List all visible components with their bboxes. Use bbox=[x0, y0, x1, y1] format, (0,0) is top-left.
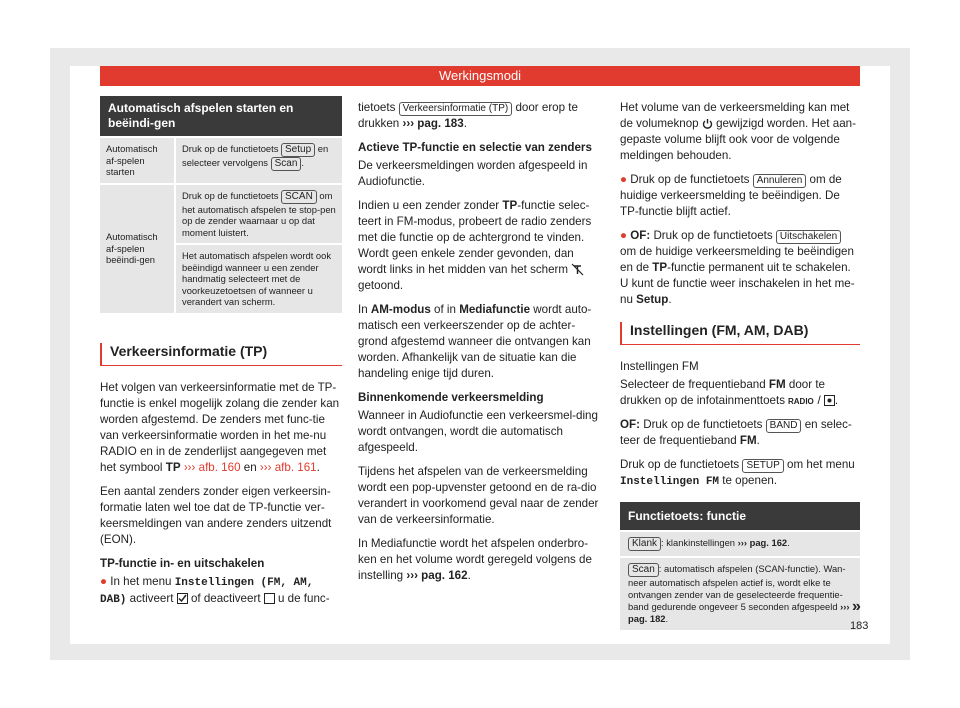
cell-text: Druk op de functietoets bbox=[182, 143, 282, 154]
menu-name: Instellingen (FM, AM, DAB) bbox=[100, 576, 314, 606]
paragraph: Tijdens het afspelen van de verkeersmelding wordt een pop-upvenster getoond en de ra-dio verandert in voorkomend geval naar de zender van de verkeersinformatie. bbox=[358, 465, 599, 526]
paragraph-text: of in bbox=[434, 303, 456, 316]
subheading: Instellingen FM bbox=[620, 360, 699, 373]
box-item: Klank : klankinstellingen ››› pag. 162. bbox=[620, 530, 860, 556]
table-row-label: Automatisch af-spelen starten bbox=[100, 137, 175, 184]
paragraph-text: om het menu bbox=[787, 458, 855, 471]
bullet-text: Druk op de functietoets bbox=[653, 229, 773, 242]
paragraph-text: en bbox=[243, 460, 257, 474]
paragraph-text: wordt auto-matisch een verkeerszender op de achter-grond afgestemd wanneer die ontvangen kan worden. Afhankelijk van de situatie kan die handeling enige tijd duren. bbox=[358, 303, 592, 380]
paragraph-text: gewijzigd worden. Het aan-gepaste volume blijft ook voor de volgende meldingen behouden. bbox=[620, 117, 856, 162]
box-title: Functietoets: functie bbox=[620, 502, 860, 530]
table-cell bbox=[175, 137, 342, 184]
scan-key: SCAN bbox=[281, 190, 317, 204]
table-cell: Het automatisch afspelen wordt ook beëindigd wanneer u een zender handmatig selecteert met de voorkeuzetoetsen of wanneer u verandert van scherm. bbox=[175, 244, 342, 313]
bullet-icon: ● bbox=[620, 229, 631, 242]
cell-text: Druk op de functietoets bbox=[182, 189, 282, 201]
bullet-text: om de huidige verkeersmelding te beëindigen. De TP-functie blijft actief. bbox=[620, 173, 842, 218]
checkbox-checked-icon bbox=[177, 592, 188, 605]
table-cell bbox=[175, 184, 342, 245]
radio-icon bbox=[788, 394, 814, 407]
bullet-item bbox=[100, 574, 342, 608]
cancel-key: Annuleren bbox=[753, 174, 807, 188]
power-knob-icon bbox=[702, 117, 713, 130]
page-ref-link[interactable]: ››› pag. 162 bbox=[737, 537, 788, 548]
cell-text: . bbox=[301, 157, 304, 168]
checkbox-empty-icon bbox=[264, 592, 275, 605]
column-middle bbox=[358, 100, 604, 592]
paragraph-text: Het volgen van verkeersinformatie met de TP-functie is enkel mogelijk zolang die zender kan worden afgestemd. De zenders met func-tie van verkeersinformatie worden in het me-nu RADIO en in de zenderlijst aangegeven met het symbool bbox=[100, 380, 340, 474]
bullet-text: -functie permanent uit te schakelen. U kunt de functie weer inschakelen in het me-nu bbox=[620, 261, 855, 306]
tp-symbol: TP bbox=[502, 199, 518, 212]
menu-name: Instellingen FM bbox=[620, 476, 720, 488]
bullet-icon: ● bbox=[100, 574, 111, 588]
svg-text:RADIO: RADIO bbox=[788, 397, 815, 407]
column-right bbox=[620, 100, 860, 630]
emphasis: FM bbox=[739, 434, 757, 447]
chapter-header: Werkingsmodi bbox=[100, 66, 860, 86]
paragraph-text: Druk op de functietoets bbox=[620, 458, 740, 471]
paragraph-text: getoond. bbox=[358, 279, 404, 292]
subheading: Binnenkomende verkeersmelding bbox=[358, 391, 544, 404]
box-item-text: : klankinstellingen bbox=[661, 537, 736, 548]
paragraph: Het volgen van verkeersinformatie met de TP-functie is enkel mogelijk zolang die zender kan worden afgestemd. De zenders met func-tie van verkeersinformatie worden in het me-nu RADIO en in de zenderlijst aangegeven met het symbool TP ››› afb. 160 en ››› afb. 161. bbox=[100, 380, 340, 474]
bullet-text: In het menu bbox=[110, 574, 172, 588]
table-row-label: Automatisch af-spelen beëindi-gen bbox=[100, 184, 175, 313]
section-heading-tp: Verkeersinformatie (TP) bbox=[100, 343, 342, 366]
disable-key: Uitschakelen bbox=[776, 230, 841, 244]
paragraph bbox=[620, 457, 860, 490]
page-ref-link[interactable]: ››› pag. 182 bbox=[628, 601, 850, 624]
emphasis: Setup bbox=[636, 293, 669, 306]
table-row bbox=[100, 137, 342, 184]
paragraph-text: te openen. bbox=[722, 474, 778, 487]
page-number: 183 bbox=[850, 620, 869, 632]
paragraph: Selecteer de frequentieband FM door te drukken op de infotainmenttoets RADIO / . bbox=[620, 378, 839, 407]
paragraph-text: Selecteer de frequentieband bbox=[620, 378, 766, 391]
figure-ref-link[interactable]: ››› afb. 160 bbox=[183, 460, 241, 474]
paragraph-text: Druk op de functietoets bbox=[643, 418, 763, 431]
continue-marker: » bbox=[852, 598, 861, 615]
paragraph-text: Indien u een zender zonder bbox=[358, 199, 500, 212]
paragraph-text: door te drukken op de infotainmenttoets bbox=[620, 378, 826, 407]
emphasis: AM-modus bbox=[370, 303, 431, 316]
page-ref-link[interactable]: ››› pag. 162 bbox=[406, 569, 468, 582]
paragraph: Wanneer in Audiofunctie een verkeersmel-ding wordt ontvangen, wordt die automatisch afgespeeld. bbox=[358, 409, 598, 454]
emphasis: OF: bbox=[630, 229, 651, 242]
bullet-item: ● OF: Druk op de functietoets Uitschakelen om de huidige verkeersmelding te beëindigen en de TP-functie permanent uit te schakelen. U kunt de functie weer inschakelen in het me-nu Setup. bbox=[620, 229, 855, 306]
emphasis: Mediafunctie bbox=[459, 303, 531, 316]
paragraph-text: en selec-teer de frequentieband bbox=[620, 418, 852, 447]
bullet-text: u de func- bbox=[278, 591, 330, 605]
cell-text: en selecteer vervolgens bbox=[182, 143, 329, 168]
no-tp-icon bbox=[571, 263, 584, 276]
subheading: TP-functie in- en uitschakelen bbox=[100, 556, 265, 570]
cell-text: om het automatisch afspelen te stop-pen op de zender waarnaar u op dat moment luistert. bbox=[182, 189, 336, 238]
bullet-text: of deactiveert bbox=[190, 591, 261, 605]
table-heading: Automatisch afspelen starten en beëindi-gen bbox=[100, 96, 342, 137]
scan-key: Scan bbox=[628, 563, 659, 577]
scan-key: Scan bbox=[271, 157, 302, 171]
traffic-info-key: Verkeersinformatie (TP) bbox=[399, 102, 513, 116]
box-item-text: : automatisch afspelen (SCAN-functie). Wan-neer automatisch afspelen actief is, wordt elke te ontvangen zender van de geselecteerde frequentie-band gedurende ongeveer 5 seconden afgespeeld bbox=[628, 563, 846, 612]
subheading: Actieve TP-functie en selectie van zenders bbox=[358, 141, 592, 154]
paragraph-text: Het volume van de verkeersmelding kan met de volumeknop bbox=[620, 101, 850, 130]
paragraph bbox=[358, 302, 604, 382]
page-ref-link[interactable]: ››› pag. 183 bbox=[402, 117, 464, 130]
paragraph bbox=[620, 100, 860, 164]
table-row bbox=[100, 184, 342, 245]
sound-key: Klank bbox=[628, 537, 661, 551]
paragraph: OF: Druk op de functietoets BAND en selec-teer de frequentieband FM. bbox=[620, 418, 852, 447]
section-heading-settings: Instellingen (FM, AM, DAB) bbox=[620, 322, 860, 345]
column-left bbox=[100, 96, 342, 616]
paragraph-text: door erop te drukken bbox=[358, 101, 578, 130]
paragraph: De verkeersmeldingen worden afgespeeld in Audiofunctie. bbox=[358, 159, 588, 188]
paragraph: tietoets Verkeersinformatie (TP) door erop te drukken ››› pag. 183. bbox=[358, 101, 578, 130]
function-keys-box bbox=[620, 502, 860, 630]
band-key: BAND bbox=[766, 419, 802, 433]
emphasis: OF: bbox=[620, 418, 640, 431]
box-item: Scan : automatisch afspelen (SCAN-functie). Wan-neer automatisch afspelen actief is, wordt elke te ontvangen zender van de geselecteerde frequentie-band gedurende ongeveer 5 seconden afgespeeld ››› pag. 182. bbox=[620, 556, 860, 630]
tp-symbol: TP bbox=[652, 261, 668, 274]
setup-key: SETUP bbox=[742, 459, 783, 473]
paragraph bbox=[358, 198, 604, 294]
bullet-item bbox=[620, 172, 860, 220]
media-icon bbox=[824, 394, 835, 407]
autoplay-table bbox=[100, 96, 342, 313]
bullet-text: om de huidige verkeersmelding te beëindigen en de bbox=[620, 245, 854, 274]
emphasis: FM bbox=[768, 378, 786, 391]
setup-key: Setup bbox=[281, 143, 315, 157]
paragraph: In Mediafunctie wordt het afspelen onderbro-ken en het volume wordt geregeld volgens de instelling ››› pag. 162. bbox=[358, 537, 592, 582]
paragraph-text: -functie selec-teert in FM-modus, probeert de radio zenders met die functie op de achtergrond te vinden. Wordt geen enkele zender gevonden, dan wordt links in het midden van het scherm bbox=[358, 199, 592, 276]
paragraph: Een aantal zenders zonder eigen verkeersin-formatie laten wel toe dat de TP-functie ver-keersmeldingen van andere zenders uitzendt (EON). bbox=[100, 484, 332, 546]
bullet-text: activeert bbox=[129, 591, 174, 605]
tp-symbol: TP bbox=[165, 460, 181, 474]
figure-ref-link[interactable]: ››› afb. 161 bbox=[259, 460, 317, 474]
paragraph-text: In bbox=[358, 303, 368, 316]
bullet-icon: ● bbox=[620, 173, 631, 186]
paragraph-text: In Mediafunctie wordt het afspelen onderbro-ken en het volume wordt geregeld volgens de instelling bbox=[358, 537, 592, 582]
bullet-text: Druk op de functietoets bbox=[630, 173, 750, 186]
paragraph-text: tietoets bbox=[358, 101, 396, 114]
